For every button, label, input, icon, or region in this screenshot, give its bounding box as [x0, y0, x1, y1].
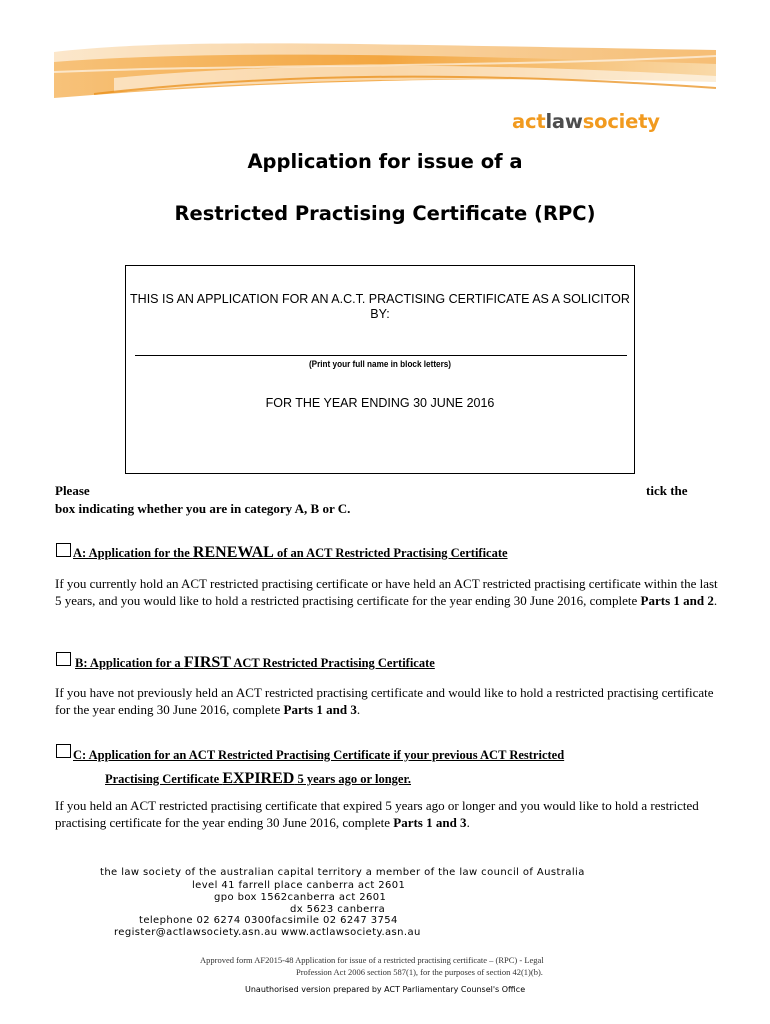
- footer-web-line: register@actlawsociety.asn.au www.actlawsociety.asn.au: [114, 927, 421, 938]
- category-c-checkbox[interactable]: [56, 744, 71, 758]
- unauthorised-version-note: Unauthorised version prepared by ACT Parliamentary Counsel's Office: [245, 985, 526, 994]
- approved-form-line1: Approved form AF2015-48 Application for issue of a restricted practising certificate – (RPC) - Legal: [200, 955, 544, 965]
- category-a-body: If you currently hold an ACT restricted practising certificate or have held an ACT restricted practising certificate within the last 5 years, and you would like to hold a restricted practising certificate for the year ending 30 June 2016, complete Parts 1 and 2.: [55, 576, 718, 608]
- applicant-name-field[interactable]: [135, 355, 627, 356]
- category-b-heading: B: Application for a FIRST ACT Restricted Practising Certificate: [75, 654, 435, 671]
- footer-phone-line: telephone 02 6274 0300facsimile 02 6247 3754: [139, 915, 398, 926]
- footer-society-line: the law society of the australian capital territory a member of the law council of Australia: [100, 867, 585, 878]
- category-c-heading-line2: Practising Certificate EXPIRED 5 years ago or longer.: [105, 770, 411, 787]
- header-banner-graphic: [54, 42, 716, 104]
- footer-gpo-line: gpo box 1562canberra act 2601: [214, 892, 387, 903]
- instruction-please: Please: [55, 483, 90, 498]
- category-b-checkbox[interactable]: [56, 652, 71, 666]
- year-ending-line: FOR THE YEAR ENDING 30 JUNE 2016: [265, 396, 495, 410]
- category-b-body: If you have not previously held an ACT restricted practising certificate and would like to hold a restricted practising certificate for the year ending 30 June 2016, complete Parts 1 and 3.: [55, 685, 714, 717]
- actlawsociety-logo: actlawsociety: [512, 110, 660, 133]
- category-c-body: If you held an ACT restricted practising certificate that expired 5 years ago or longer and you would like to hold a restricted practising certificate for the year ending 30 June 2016, complete Parts 1 and 3.: [55, 798, 699, 830]
- footer-dx-line: dx 5623 canberra: [290, 904, 386, 915]
- instruction-tick-the: tick the: [646, 483, 688, 498]
- print-name-note: (Print your full name in block letters): [308, 359, 452, 370]
- category-a-checkbox[interactable]: [56, 543, 71, 557]
- instruction-line2: box indicating whether you are in category A, B or C.: [55, 501, 351, 516]
- category-a-heading: A: Application for the RENEWAL of an ACT Restricted Practising Certificate: [73, 544, 508, 561]
- category-c-heading-line1: C: Application for an ACT Restricted Practising Certificate if your previous ACT Restricted: [73, 748, 565, 762]
- application-intro: THIS IS AN APPLICATION FOR AN A.C.T. PRACTISING CERTIFICATE AS A SOLICITOR BY:: [130, 292, 630, 321]
- page-title-line1: Application for issue of a: [247, 150, 523, 173]
- page-title-line2: Restricted Practising Certificate (RPC): [174, 202, 596, 225]
- approved-form-line2: Profession Act 2006 section 587(1), for the purposes of section 42(1)(b).: [296, 967, 543, 977]
- footer-address-line: level 41 farrell place canberra act 2601: [192, 880, 406, 891]
